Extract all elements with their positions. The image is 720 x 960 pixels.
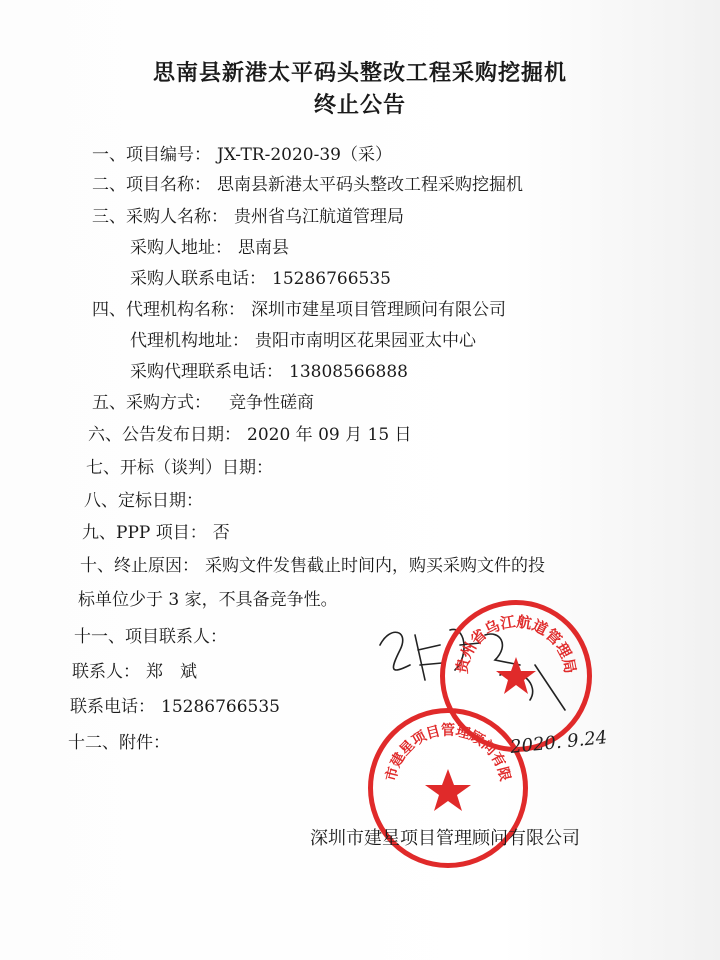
item-value: 深圳市建星项目管理顾问有限公司	[251, 300, 506, 320]
item-label: 十二、附件：	[68, 733, 170, 753]
item-termination-reason	[80, 551, 545, 576]
signature-date: 2020. 9.24	[509, 726, 609, 759]
item-value: 采购文件发售截止时间内，购买采购文件的投	[205, 556, 545, 576]
item-value: 贵阳市南明区花果园亚太中心	[255, 331, 476, 351]
seal-star-icon	[496, 657, 536, 694]
item-label: 十一、项目联系人：	[74, 627, 227, 647]
item-label: 代理机构地址：	[130, 331, 249, 351]
item-label: 联系电话：	[70, 697, 155, 717]
item-purchaser-name	[92, 202, 404, 227]
seal-star-icon	[425, 769, 471, 811]
item-value: 思南县新港太平码头整改工程采购挖掘机	[217, 175, 523, 195]
doc-title-line1: 思南县新港太平码头整改工程采购挖掘机	[152, 61, 567, 86]
item-label: 六、公告发布日期：	[88, 425, 241, 445]
item-value: 15286766535	[272, 269, 391, 289]
item-value: JX-TR-2020-39（采）	[217, 145, 392, 165]
item-label: 二、项目名称：	[92, 175, 211, 195]
item-value: 郑 斌	[146, 662, 197, 682]
item-value: 贵州省乌江航道管理局	[234, 207, 404, 227]
item-bid-opening-date	[86, 453, 279, 478]
item-value: 竞争性磋商	[229, 393, 314, 413]
item-label: 一、项目编号：	[92, 145, 211, 165]
item-project-name	[92, 170, 523, 195]
item-value: 思南县	[238, 238, 289, 258]
item-contact-person	[72, 657, 197, 682]
item-label: 九、PPP 项目：	[82, 523, 207, 543]
item-termination-reason-cont	[78, 585, 344, 610]
item-label: 采购人联系电话：	[130, 269, 266, 289]
item-contact-phone	[70, 692, 280, 717]
item-label: 五、采购方式：	[92, 393, 211, 413]
doc-title-line2: 终止公告	[313, 93, 406, 118]
purchaser-seal-text: 贵州省乌江航道管理局	[452, 612, 580, 675]
item-label: 四、代理机构名称：	[92, 300, 245, 320]
agency-seal-text: 市建星项目管理顾问有限	[383, 723, 513, 783]
item-value: 否	[212, 523, 230, 543]
item-project-number	[92, 140, 392, 165]
item-purchaser-address	[130, 233, 289, 258]
item-value: 13808566888	[289, 362, 408, 382]
item-value: 2020 年 09 月 15 日	[247, 425, 412, 445]
footer-company: 深圳市建星项目管理顾问有限公司	[310, 828, 580, 849]
item-label: 八、定标日期：	[84, 491, 203, 511]
item-label: 七、开标（谈判）日期：	[86, 458, 273, 478]
item-label: 联系人：	[72, 662, 140, 682]
item-label: 十、终止原因：	[80, 556, 199, 576]
item-publish-date	[88, 420, 412, 445]
item-ppp-project	[82, 518, 230, 543]
item-purchaser-phone	[130, 264, 391, 289]
item-agency-name	[92, 295, 506, 320]
item-agency-address	[130, 326, 476, 351]
item-procurement-method	[92, 388, 314, 413]
item-agency-phone	[130, 357, 408, 382]
item-label: 标单位少于 3 家，不具备竞争性。	[78, 590, 338, 610]
item-attachments	[68, 728, 176, 753]
item-award-date	[84, 486, 209, 511]
item-contact-heading	[74, 622, 233, 647]
item-label: 三、采购人名称：	[92, 207, 228, 227]
item-value: 15286766535	[161, 697, 280, 717]
item-label: 采购人地址：	[130, 238, 232, 258]
item-label: 采购代理联系电话：	[130, 362, 283, 382]
